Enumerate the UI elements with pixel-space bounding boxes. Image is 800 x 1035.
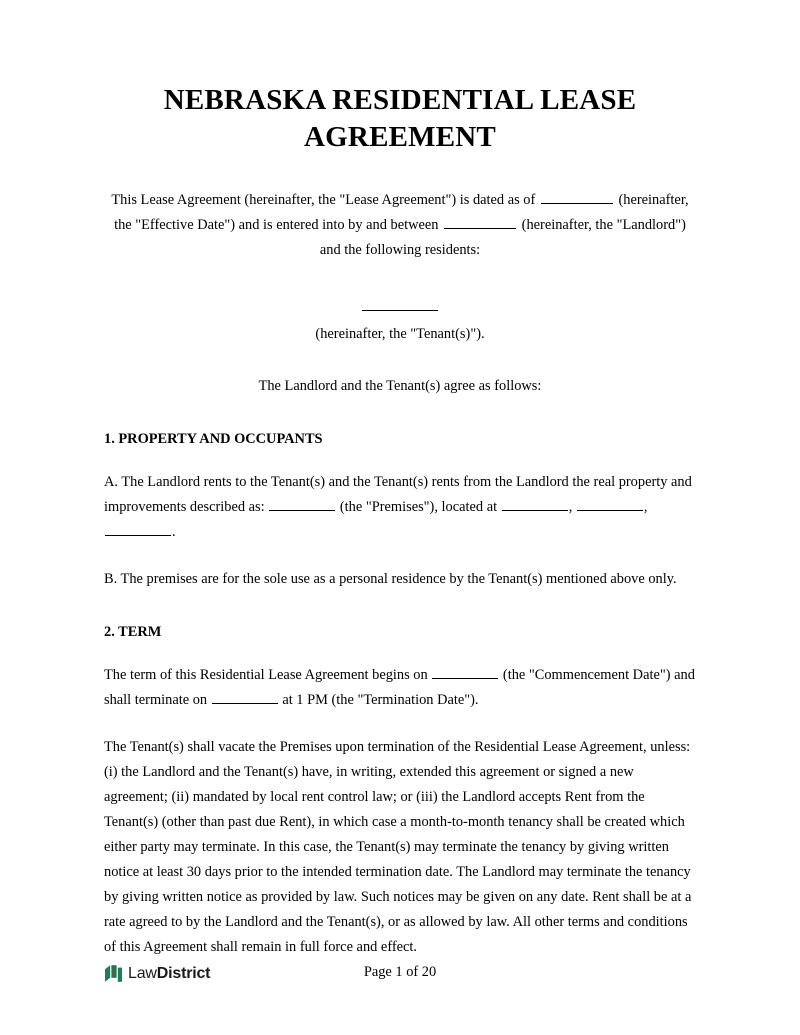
- premises-address-blank[interactable]: [502, 498, 568, 511]
- paragraph-a-text-4: ,: [643, 498, 648, 515]
- paragraph-a-text-1: A. The Landlord rents to the Tenant(s) and the Tenant(s) rents from the Landlord the real property and improvements described as:: [104, 473, 692, 515]
- page-number: Page 1 of 20: [363, 964, 437, 980]
- commencement-date-blank[interactable]: [432, 666, 498, 679]
- term-text-2: (the "Commencement Date") and shall terminate on: [104, 666, 695, 708]
- page-footer: [104, 957, 696, 983]
- paragraph-a-text-2: (the "Premises"), located at: [339, 498, 498, 515]
- section-2-paragraph-1: [104, 663, 696, 713]
- intro-text-part-3: (hereinafter,: [521, 216, 592, 233]
- section-1-paragraph-a: [104, 470, 696, 545]
- intro-text-part-4: the "Landlord") and the following residents:: [319, 216, 686, 258]
- premises-zip-blank[interactable]: [105, 523, 171, 536]
- section-2-paragraph-2: The Tenant(s) shall vacate the Premises upon termination of the Residential Lease Agreement, unless: (i) the Landlord and the Tenant(s) have, in writing, extended this agreement or signed a new agreement; (ii) mandated by local rent control law; or (iii) the Landlord accepts Rent from the Tenant(s) (other than past due Rent), in which case a month-to-month tenancy shall be created which either party may terminate. In this case, the Tenant(s) may terminate the tenancy by giving written notice at least 30 days prior to the intended termination date. The Landlord may terminate the tenancy by giving written notice as provided by law. Such notices may be given on any date. Rent shall be at a rate agreed to by the Landlord and the Tenant(s), or as allowed by law. All other terms and conditions of this Agreement shall remain in full force and effect.: [104, 738, 692, 956]
- premises-description-blank[interactable]: [269, 498, 335, 511]
- section-1-paragraph-b: B. The premises are for the sole use as a personal residence by the Tenant(s) mentioned above only.: [104, 570, 677, 587]
- tenant-name-blank[interactable]: [362, 297, 438, 311]
- agreement-line: The Landlord and the Tenant(s) agree as follows:: [258, 378, 542, 395]
- paragraph-a-text-3: ,: [568, 498, 573, 515]
- term-text-3: at 1 PM (the "Termination Date").: [282, 691, 479, 708]
- premises-city-blank[interactable]: [577, 498, 643, 511]
- intro-paragraph: [104, 188, 696, 262]
- paragraph-a-text-5: .: [172, 523, 176, 540]
- intro-text-part-2: (hereinafter, the "Effective Date") and is entered into by and between: [114, 192, 689, 233]
- term-text-1: The term of this Residential Lease Agreement begins on: [104, 666, 428, 683]
- logo-text-district: District: [156, 964, 211, 982]
- termination-date-blank[interactable]: [212, 691, 278, 704]
- logo-text-law: Law: [128, 964, 157, 982]
- page-title: NEBRASKA RESIDENTIAL LEASE AGREEMENT: [163, 84, 637, 154]
- section-heading-2: 2. TERM: [104, 623, 162, 640]
- effective-date-blank[interactable]: [541, 191, 613, 204]
- tenant-caption: (hereinafter, the "Tenant(s)").: [315, 325, 485, 342]
- section-heading-1: 1. PROPERTY AND OCCUPANTS: [104, 430, 323, 447]
- landlord-name-blank[interactable]: [444, 216, 516, 229]
- tenant-names-block: [104, 297, 696, 347]
- intro-text-part-1: This Lease Agreement (hereinafter, the "Lease Agreement") is dated as of: [111, 192, 536, 209]
